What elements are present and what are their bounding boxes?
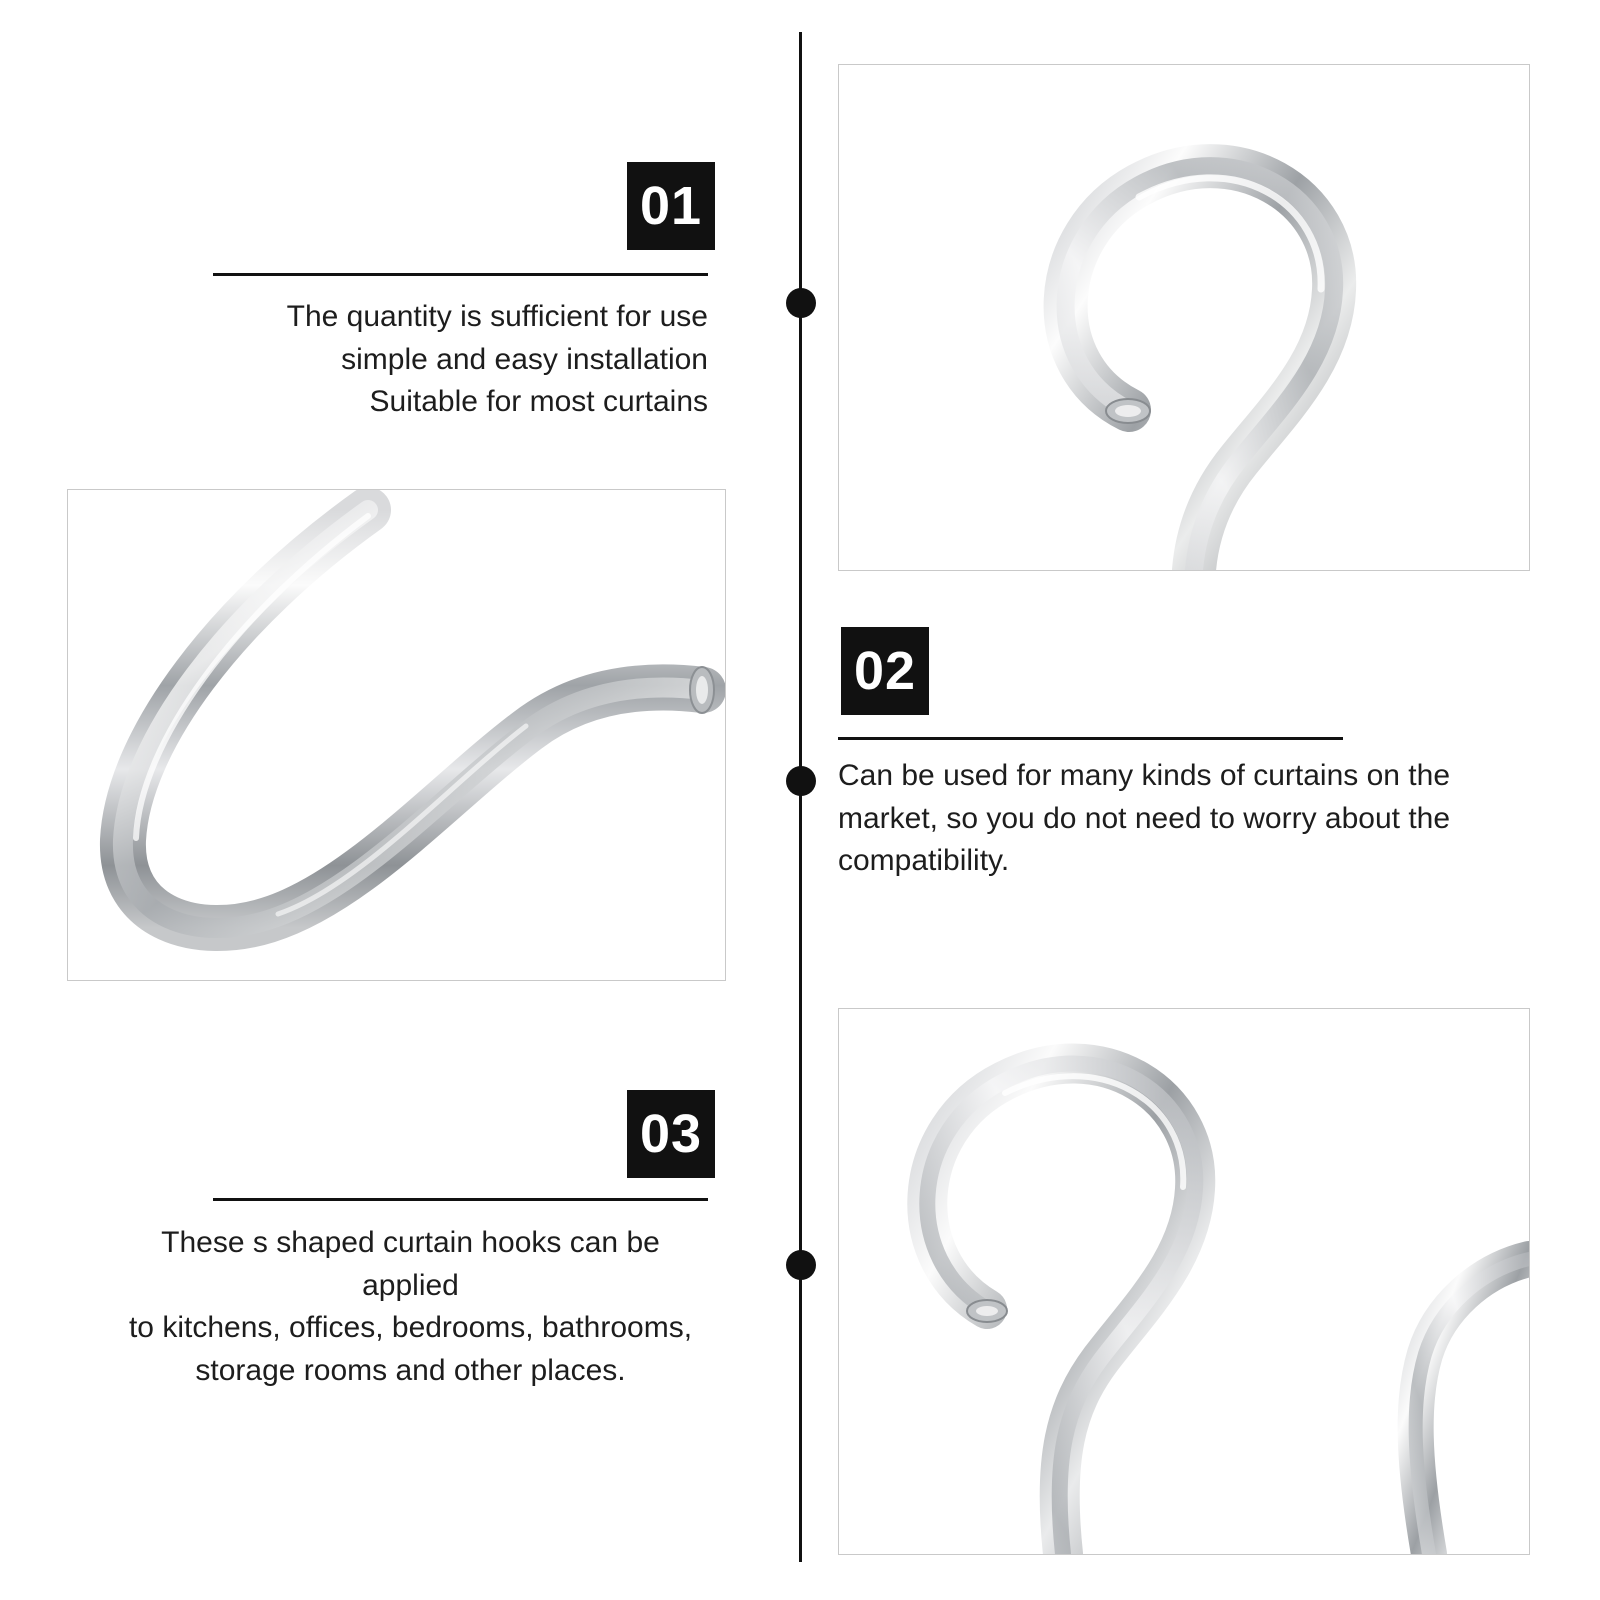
s-hook-bend-illustration — [68, 490, 725, 980]
section-number-badge-01: 01 — [627, 162, 715, 250]
caption-line: Suitable for most curtains — [369, 385, 708, 419]
caption-line: These s shaped curtain hooks can be applied — [161, 1226, 660, 1302]
section-number-badge-02: 02 — [841, 627, 929, 715]
caption-line: compatibility. — [838, 844, 1010, 878]
timeline-dot-02 — [786, 766, 816, 796]
caption-line: market, so you do not need to worry about the — [838, 801, 1451, 835]
section-divider-01 — [213, 273, 708, 276]
section-caption-03 — [113, 1222, 708, 1392]
caption-line: The quantity is sufficient for use — [286, 300, 708, 333]
caption-line: Can be used for many kinds of curtains on the — [838, 759, 1451, 792]
product-photo-03 — [838, 1008, 1530, 1555]
caption-line: simple and easy installation — [341, 342, 708, 376]
product-photo-02 — [838, 64, 1530, 571]
caption-line: storage rooms and other places. — [195, 1353, 626, 1387]
section-number-badge-03: 03 — [627, 1090, 715, 1178]
timeline-dot-01 — [786, 288, 816, 318]
s-hook-full-illustration — [839, 1009, 1529, 1554]
section-caption-01 — [208, 296, 708, 424]
timeline-dot-03 — [786, 1250, 816, 1280]
timeline-axis — [799, 32, 802, 1562]
section-caption-02 — [838, 755, 1463, 883]
section-divider-03 — [213, 1198, 708, 1201]
s-hook-loop-illustration — [839, 65, 1529, 570]
caption-line: to kitchens, offices, bedrooms, bathrooms, — [128, 1311, 693, 1345]
product-photo-01 — [67, 489, 726, 981]
section-divider-02 — [838, 737, 1343, 740]
